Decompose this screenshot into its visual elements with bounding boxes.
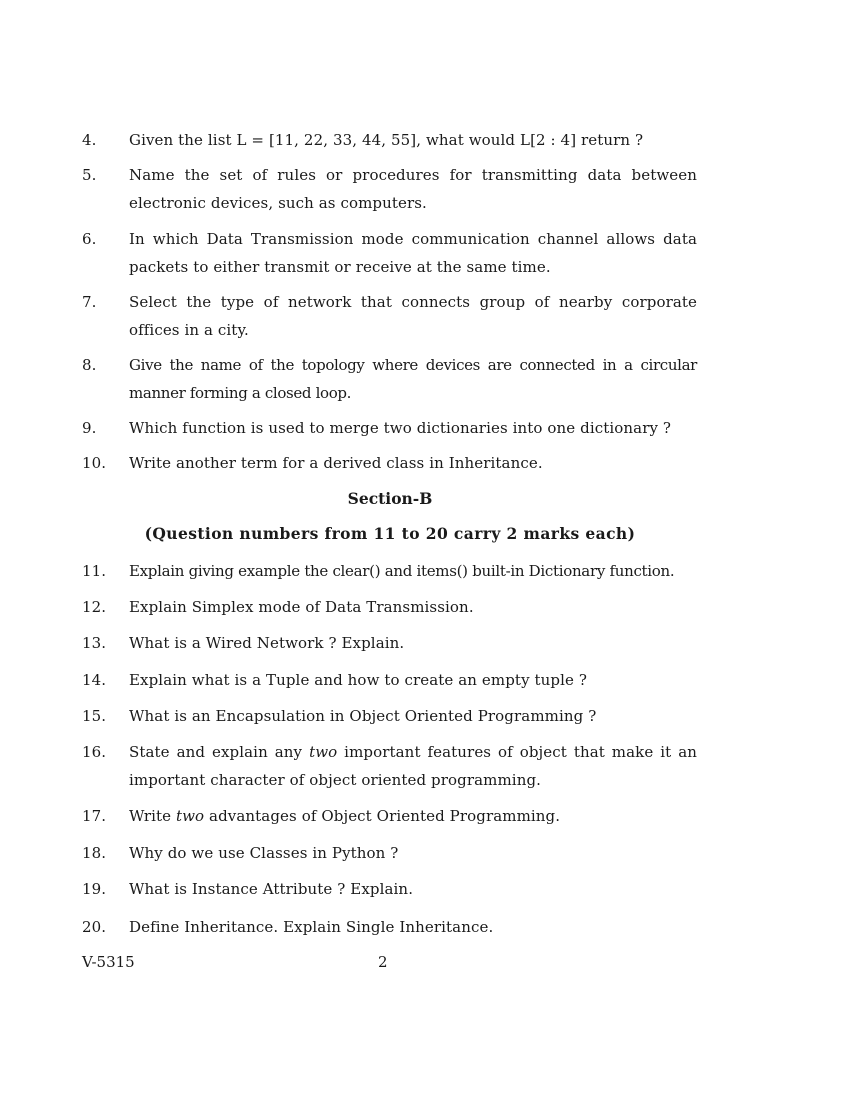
question-number: 9. [82,419,97,437]
question-number: 10. [82,454,107,472]
question-6 [82,225,697,281]
question-number: 13. [82,634,107,652]
question-5 [82,161,697,217]
question-number: 14. [82,671,107,689]
question-16 [82,738,697,794]
question-number: 11. [82,562,107,580]
page-number: 2 [378,953,388,971]
question-number: 8. [82,356,97,374]
question-number: 20. [82,918,107,936]
question-text: Write another term for a derived class in Inheritance. [129,454,543,472]
question-number: 16. [82,743,107,761]
question-number: 5. [82,166,97,184]
question-text: Which function is used to merge two dictionaries into one dictionary ? [129,419,672,437]
question-8 [82,351,697,407]
question-13 [82,629,697,657]
question-9 [82,414,697,442]
question-text: In which Data Transmission mode communication channel allows data packets to either transmit or receive at the same time. [129,230,697,276]
question-number: 7. [82,293,97,311]
section-b-title: Section-B [347,489,433,508]
question-number: 4. [82,131,97,149]
question-20 [82,913,697,941]
question-text: Why do we use Classes in Python ? [129,844,399,862]
paper-code: V-5315 [82,953,135,971]
question-text: Explain giving example the clear() and items() built-in Dictionary function. [129,562,675,580]
question-text: What is Instance Attribute ? Explain. [129,880,414,898]
question-number: 6. [82,230,97,248]
question-15 [82,702,697,730]
question-number: 18. [82,844,107,862]
question-7 [82,288,697,344]
question-18 [82,839,697,867]
question-11 [82,557,697,585]
question-text: What is an Encapsulation in Object Oriented Programming ? [129,707,597,725]
question-number: 17. [82,807,107,825]
question-17 [82,802,697,830]
text-after: advantages of Object Oriented Programming. [204,807,561,825]
question-text: Given the list L = [11, 22, 33, 44, 55], what would L[2 : 4] return ? [129,131,644,149]
question-14 [82,666,697,694]
text-after: important features of object that make it an important character of object oriented programming. [129,743,698,789]
question-text: What is a Wired Network ? Explain. [129,634,405,652]
question-19 [82,875,697,903]
emphasis-text: two [309,743,338,761]
emphasis-text: two [175,807,205,825]
question-text: Explain Simplex mode of Data Transmission. [129,598,474,616]
question-text: Give the name of the topology where devices are connected in a circular manner forming a closed loop. [129,356,697,402]
question-number: 12. [82,598,107,616]
question-text: Name the set of rules or procedures for transmitting data between electronic devices, such as computers. [129,166,697,212]
question-text [129,738,697,794]
question-number: 19. [82,880,107,898]
text-before: State and explain any [129,743,310,761]
question-number: 15. [82,707,107,725]
question-4 [82,126,697,154]
question-12 [82,593,697,621]
question-text: Explain what is a Tuple and how to create an empty tuple ? [129,671,587,689]
text-before: Write [129,807,176,825]
question-text: Select the type of network that connects group of nearby corporate offices in a city. [129,293,697,339]
section-b-subtitle: (Question numbers from 11 to 20 carry 2 marks each) [144,524,636,543]
question-10 [82,449,697,477]
question-text: Define Inheritance. Explain Single Inheritance. [129,918,494,936]
question-text [129,802,697,830]
